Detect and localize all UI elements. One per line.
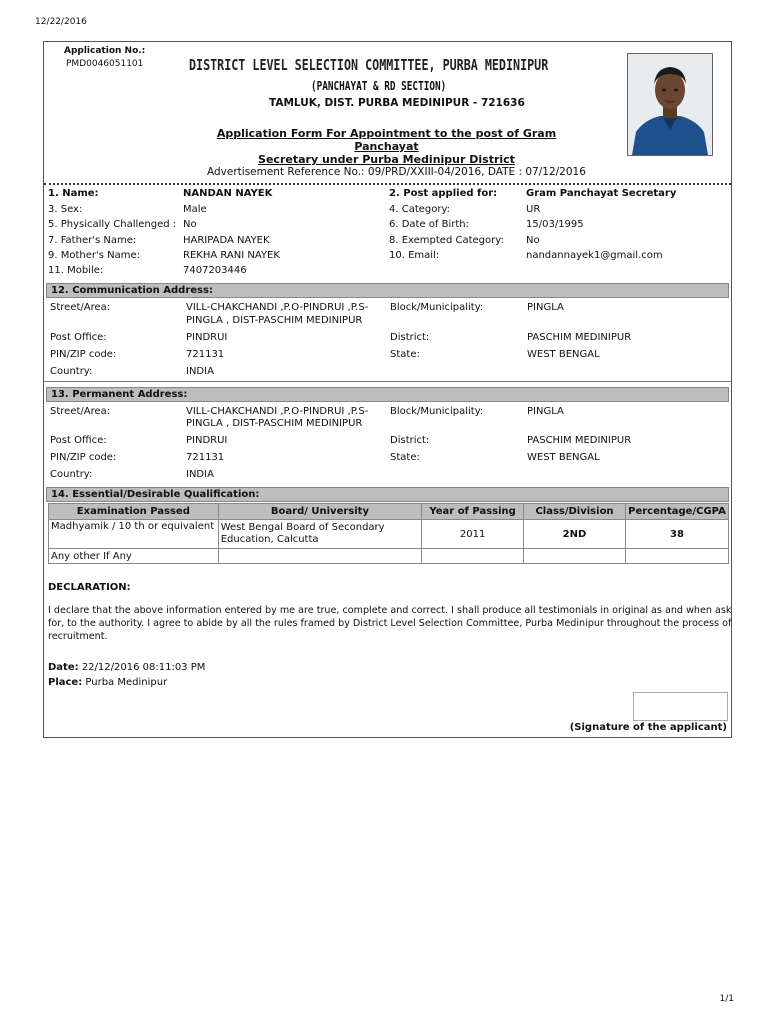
comm-country-label: Country: <box>50 366 93 377</box>
mother-label: 9. Mother's Name: <box>48 250 140 261</box>
mobile-value: 7407203446 <box>183 265 247 276</box>
col-percentage: Percentage/CGPA <box>625 504 728 520</box>
print-date: 12/22/2016 <box>35 17 87 27</box>
row2-board <box>218 549 422 564</box>
comm-country-value: INDIA <box>186 366 214 377</box>
form-title-line1: Application Form For Appointment to the post of Gram Panchayat <box>216 127 557 153</box>
col-examination: Examination Passed <box>49 504 219 520</box>
row1-board: West Bengal Board of Secondary Education, Calcutta <box>218 520 422 549</box>
sex-label: 3. Sex: <box>48 204 83 215</box>
comm-po-label: Post Office: <box>50 332 107 343</box>
comm-state-value: WEST BENGAL <box>527 349 600 360</box>
form-title-line2: Secretary under Purba Medinipur District <box>258 153 515 166</box>
name-label: 1. Name: <box>48 188 99 199</box>
row1-exam: Madhyamik / 10 th or equivalent <box>49 520 219 549</box>
category-value: UR <box>526 204 541 215</box>
exempted-label: 8. Exempted Category: <box>389 235 504 246</box>
applicant-photo-image <box>628 54 712 155</box>
committee-address: TAMLUK, DIST. PURBA MEDINIPUR - 721636 <box>269 97 525 109</box>
permanent-address-header: 13. Permanent Address: <box>46 387 729 402</box>
committee-title: DISTRICT LEVEL SELECTION COMMITTEE, PURBA MEDINIPUR <box>189 56 549 74</box>
father-value: HARIPADA NAYEK <box>183 235 270 246</box>
declaration-place <box>48 677 167 688</box>
signature-box <box>633 692 728 721</box>
application-no: PMD0046051101 <box>66 59 144 69</box>
communication-divider <box>44 381 731 382</box>
perm-pin-value: 721131 <box>186 452 225 463</box>
comm-po-value: PINDRUI <box>186 332 228 343</box>
mother-value: REKHA RANI NAYEK <box>183 250 280 261</box>
perm-district-label: District: <box>390 435 430 446</box>
perm-po-label: Post Office: <box>50 435 107 446</box>
perm-block-label: Block/Municipality: <box>390 406 484 417</box>
row2-exam: Any other If Any <box>49 549 219 564</box>
qualification-header: 14. Essential/Desirable Qualification: <box>46 487 729 502</box>
post-value: Gram Panchayat Secretary <box>526 188 677 199</box>
signature-label: (Signature of the applicant) <box>569 722 727 733</box>
date-value: 22/12/2016 08:11:03 PM <box>81 662 206 673</box>
perm-state-value: WEST BENGAL <box>527 452 600 463</box>
date-label: Date: <box>48 662 79 673</box>
email-label: 10. Email: <box>389 250 440 261</box>
perm-block-value: PINGLA <box>527 406 564 417</box>
perm-street-line2: PINGLA , DIST-PASCHIM MEDINIPUR <box>186 418 363 429</box>
application-no-label: Application No.: <box>64 46 146 56</box>
col-year: Year of Passing <box>422 504 524 520</box>
perm-country-value: INDIA <box>186 469 214 480</box>
name-value: NANDAN NAYEK <box>183 188 273 199</box>
dob-value: 15/03/1995 <box>526 219 584 230</box>
committee-subtitle: (PANCHAYAT & RD SECTION) <box>311 79 447 93</box>
exempted-value: No <box>526 235 540 246</box>
comm-block-value: PINGLA <box>527 302 564 313</box>
comm-street-label: Street/Area: <box>50 302 111 313</box>
perm-po-value: PINDRUI <box>186 435 228 446</box>
declaration-text: I declare that the above information entered by me are true, complete and correct. I shall produce all testimonials in original as and when ask for, to the authority. I agree to abide by all the rules framed by District Level Selection Committee, Purba Medinipur throughout the process of recruitment. <box>48 605 732 642</box>
form-title <box>184 127 589 166</box>
place-value: Purba Medinipur <box>85 677 168 688</box>
ph-value: No <box>183 219 197 230</box>
application-form <box>43 41 732 738</box>
row2-class <box>524 549 626 564</box>
comm-street-line1: VILL-CHAKCHANDI ,P.O-PINDRUI ,P.S- <box>186 302 369 313</box>
comm-district-label: District: <box>390 332 430 343</box>
applicant-photo <box>627 53 713 156</box>
comm-pin-label: PIN/ZIP code: <box>50 349 117 360</box>
place-label: Place: <box>48 677 83 688</box>
comm-pin-value: 721131 <box>186 349 225 360</box>
comm-district-value: PASCHIM MEDINIPUR <box>527 332 632 343</box>
ph-label: 5. Physically Challenged : <box>48 219 177 230</box>
comm-street-line2: PINGLA , DIST-PASCHIM MEDINIPUR <box>186 315 363 326</box>
declaration-heading: DECLARATION: <box>48 582 131 593</box>
sex-value: Male <box>183 204 207 215</box>
perm-country-label: Country: <box>50 469 93 480</box>
perm-street-line1: VILL-CHAKCHANDI ,P.O-PINDRUI ,P.S- <box>186 406 369 417</box>
email-value: nandannayek1@gmail.com <box>526 250 663 261</box>
qualification-table <box>48 503 729 564</box>
perm-pin-label: PIN/ZIP code: <box>50 452 117 463</box>
qualification-header-row <box>49 504 729 520</box>
perm-street-label: Street/Area: <box>50 406 111 417</box>
page-number: 1/1 <box>719 994 734 1004</box>
row2-year <box>422 549 524 564</box>
row1-class: 2ND <box>524 520 626 549</box>
col-board: Board/ University <box>218 504 422 520</box>
comm-block-label: Block/Municipality: <box>390 302 484 313</box>
row1-percentage: 38 <box>625 520 728 549</box>
category-label: 4. Category: <box>389 204 451 215</box>
father-label: 7. Father's Name: <box>48 235 137 246</box>
col-class: Class/Division <box>524 504 626 520</box>
dob-label: 6. Date of Birth: <box>389 219 469 230</box>
declaration-date <box>48 662 205 673</box>
post-label: 2. Post applied for: <box>389 188 498 199</box>
advertisement-reference: Advertisement Reference No.: 09/PRD/XXIII-04/2016, DATE : 07/12/2016 <box>207 166 586 178</box>
row1-year: 2011 <box>422 520 524 549</box>
table-row <box>49 520 729 549</box>
table-row <box>49 549 729 564</box>
perm-district-value: PASCHIM MEDINIPUR <box>527 435 632 446</box>
header-divider <box>44 183 731 185</box>
communication-address-header: 12. Communication Address: <box>46 283 729 298</box>
mobile-label: 11. Mobile: <box>48 265 104 276</box>
perm-state-label: State: <box>390 452 420 463</box>
row2-percentage <box>625 549 728 564</box>
comm-state-label: State: <box>390 349 420 360</box>
